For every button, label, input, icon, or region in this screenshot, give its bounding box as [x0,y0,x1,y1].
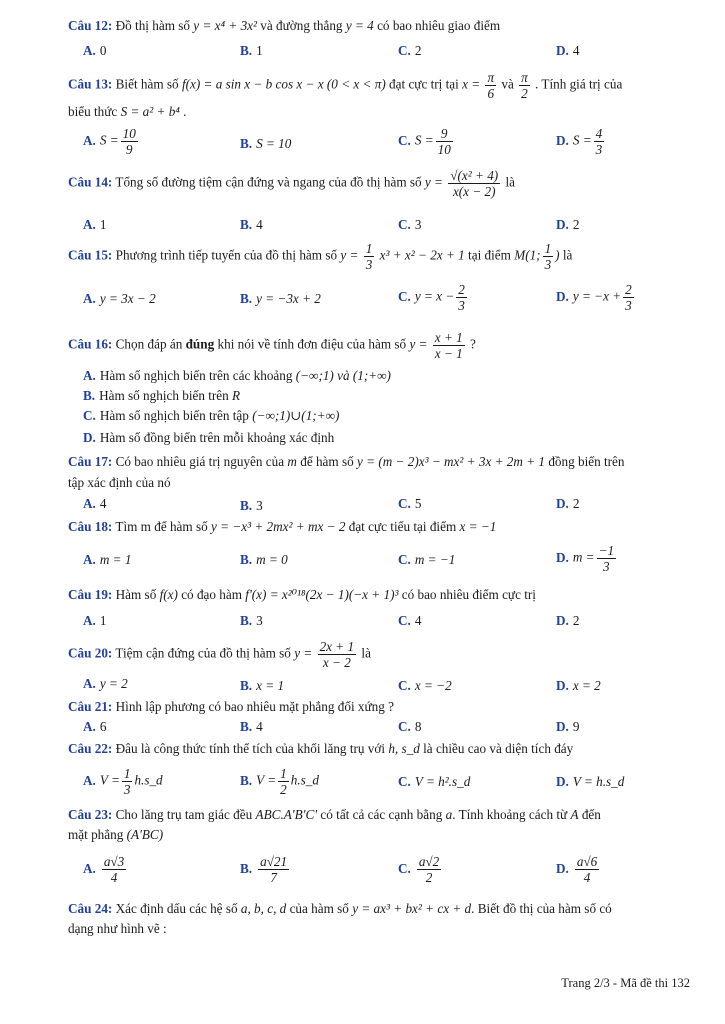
option-c[interactable] [398,551,455,569]
option-label: D. [556,613,569,628]
denominator: 3 [123,782,131,797]
math-expr: x = [462,76,481,92]
numerator: π [487,70,495,85]
option-value: V = [99,772,120,788]
question-text: để hàm số [300,454,354,469]
question-number: Câu 17: [68,454,113,469]
question-text: biểu thức [68,104,118,119]
option-value: 4 [99,496,107,511]
fraction [485,70,496,101]
option-value: Hàm số nghịch biến trên các khoảng [99,368,293,383]
option-b[interactable] [240,216,263,234]
question-24 [68,900,685,918]
math-expr: M(1; [514,247,541,263]
option-label: A. [83,772,96,788]
option-value: S = [414,132,434,148]
question-number: Câu 20: [68,645,113,661]
option-b[interactable] [240,677,284,695]
denominator: x − 2 [322,655,351,670]
option-d[interactable] [556,612,579,630]
denominator: 2 [425,870,433,885]
option-label: C. [83,408,96,423]
option-d[interactable] [556,495,579,513]
option-a[interactable] [83,766,163,797]
question-number: Câu 24: [68,901,113,916]
option-label: C. [398,43,411,58]
option-d[interactable] [556,677,601,695]
question-16 [68,330,685,361]
option-label: D. [83,430,96,445]
question-text: ? [470,336,476,352]
math-expr: f(x) = a sin x − b cos x − x (0 < x < π) [181,76,386,92]
denominator: x(x − 2) [452,184,496,199]
question-text: đạt cực tiểu tại điểm [348,519,457,534]
option-label: B. [240,291,253,306]
math-expr: (A'BC) [126,827,164,842]
denominator: 3 [595,142,603,157]
option-a[interactable] [83,551,131,569]
question-text: Hình lập phương có bao nhiêu mặt phẳng đối xứng ? [115,699,394,714]
denominator: 10 [437,142,451,157]
numerator: x + 1 [434,330,463,345]
option-label: D. [556,774,569,789]
option-value: 4 [256,719,263,734]
option-d[interactable] [556,126,606,157]
question-text: là [361,645,371,661]
numerator: 10 [122,126,136,141]
fraction [417,854,441,885]
option-value: 4 [572,43,580,58]
option-value: 1 [99,217,107,232]
option-label: C. [398,860,411,876]
option-value: x = 1 [256,678,285,693]
question-20 [68,639,685,670]
question-22 [68,740,685,758]
math-expr: y = ax³ + bx² + cx + d [352,901,472,916]
math-expr: (−∞;1)∪(1;+∞) [252,408,340,423]
denominator: 3 [458,298,465,313]
option-value: 6 [99,719,107,734]
option-label: A. [83,719,96,734]
option-value: V = h².s_d [414,774,471,789]
fraction [433,330,465,361]
question-13 [68,70,685,101]
option-label: A. [83,676,96,691]
option-value: S = [572,132,592,148]
option-value: x = 2 [572,678,601,693]
option-label: A. [83,43,96,58]
question-15 [68,241,685,272]
fraction [102,854,126,885]
option-a[interactable] [83,718,106,736]
fraction [318,639,357,670]
fraction [436,126,453,157]
math-expr: f'(x) = x²⁰¹⁸(2x − 1)(−x + 1)³ [245,587,399,602]
option-label: B. [240,860,253,876]
option-value: Hàm số nghịch biến trên tập [99,408,249,423]
option-label: B. [240,719,253,734]
option-label: D. [556,678,569,693]
option-label: B. [240,772,253,788]
question-text: Có bao nhiêu giá trị nguyên của [115,454,285,469]
fraction [258,854,289,885]
math-expr: y = −x³ + 2mx² + mx − 2 [211,519,346,534]
option-a[interactable] [83,126,140,157]
question-19 [68,586,685,604]
option-value: 5 [414,496,422,511]
denominator: 4 [110,870,118,885]
question-text: của hàm số [289,901,349,916]
option-label: B. [240,552,253,567]
question-text: Biết hàm số [115,76,179,92]
option-label: D. [556,288,569,304]
question-text: có tất cả các cạnh bằng [320,807,443,822]
question-number: Câu 18: [68,519,113,534]
option-c[interactable] [398,612,421,630]
option-value: 2 [572,496,580,511]
option-value: y = 3x − 2 [99,291,156,306]
option-label: C. [398,217,411,232]
numerator: 4 [595,126,603,141]
option-value: 4 [414,613,422,628]
math-expr: m [287,454,297,469]
numerator: a√21 [260,854,288,869]
option-b[interactable] [240,42,263,60]
math-expr: S = a² + b⁴ [120,104,180,119]
option-label: A. [83,552,96,567]
question-number: Câu 12: [68,18,113,33]
option-value: 3 [414,217,422,232]
math-expr: f(x) [159,587,178,602]
question-text: đạt cực trị tại [389,76,459,92]
question-number: Câu 19: [68,587,113,602]
option-c[interactable] [83,407,339,425]
numerator: 1 [365,241,373,256]
question-text: Chọn đáp án [115,336,183,352]
question-text: . Tính giá trị của [535,76,623,92]
fraction [122,766,133,797]
option-b[interactable] [240,718,263,736]
math-expr: R [232,388,241,403]
question-number: Câu 21: [68,699,113,714]
option-d[interactable] [556,216,579,234]
math-expr: x³ + x² − 2x + 1 [379,247,465,263]
numerator: a√2 [418,854,440,869]
math-expr: x = −1 [459,519,497,534]
option-label: A. [83,368,96,383]
question-text: là [562,247,573,263]
option-label: A. [83,860,96,876]
option-c[interactable] [398,42,421,60]
question-text: có đạo hàm [181,587,242,602]
question-text: tại điểm [468,247,511,263]
fraction [456,282,467,313]
math-expr: ABC.A'B'C' [255,807,318,822]
question-text: đồng biến trên [548,454,625,469]
denominator: 2 [280,782,287,797]
numerator: 9 [436,126,453,142]
option-label: B. [240,136,253,151]
option-label: B. [240,498,253,513]
numerator: 1 [544,241,552,256]
fraction [448,168,500,199]
question-number: Câu 23: [68,807,113,822]
option-value: m = 1 [99,552,132,567]
fraction [278,766,289,797]
numerator: 2 [458,282,465,297]
option-c[interactable] [398,677,452,695]
option-label: B. [240,613,253,628]
denominator: 3 [625,298,632,313]
option-label: C. [398,552,411,567]
math-expr: y = 4 [345,18,374,33]
fraction [121,126,138,157]
denominator: x − 1 [434,346,463,361]
math-expr: ) [555,247,560,263]
fraction [543,241,554,272]
option-value: 1 [99,613,107,628]
option-label: A. [83,613,96,628]
option-value: V = [256,772,277,788]
fraction [623,282,634,313]
option-a[interactable] [83,675,128,693]
math-expr: a [445,807,453,822]
option-value: 3 [256,498,263,513]
denominator: 9 [125,142,133,157]
option-label: C. [398,678,411,693]
numerator: 1 [123,766,131,781]
question-21 [68,698,685,716]
question-text: . Biết đồ thị của hàm số có [471,901,612,916]
question-text: Tổng số đường tiệm cận đứng và ngang của đồ thị hàm số [115,174,422,190]
option-c[interactable] [398,495,421,513]
option-label: C. [398,774,411,789]
option-label: B. [240,217,253,232]
numerator: a√6 [576,854,598,869]
math-expr: y = (m − 2)x³ − mx² + 3x + 2m + 1 [357,454,546,469]
question-13-line2 [68,103,186,121]
option-c[interactable] [398,282,469,313]
option-value: 9 [572,719,580,734]
question-text: mặt phẳng [68,827,124,842]
fraction [597,543,617,574]
numerator: π [521,70,528,85]
math-expr: h, s_d [388,741,420,756]
math-expr: (−∞;1) và (1;+∞) [295,368,391,383]
option-value: 2 [414,43,422,58]
question-14 [68,168,685,199]
question-text: và [501,76,514,92]
question-text: . [183,104,187,119]
option-label: D. [556,132,569,148]
option-label: B. [240,43,253,58]
fraction [594,126,605,157]
option-a[interactable] [83,495,106,513]
option-d[interactable] [556,854,601,885]
page-footer: Trang 2/3 - Mã đề thi 132 [561,976,690,990]
numerator: √(x² + 4) [450,168,499,183]
option-a[interactable] [83,367,391,385]
option-b[interactable] [240,135,291,153]
question-number: Câu 16: [68,336,113,352]
option-value: m = [572,549,595,565]
option-c[interactable] [398,718,421,736]
question-text: Xác định dấu các hệ số [115,901,238,916]
option-a[interactable] [83,854,128,885]
option-c[interactable] [398,854,443,885]
question-text: Đâu là công thức tính thể tích của khối lăng trụ với [115,741,386,756]
question-text: có bao nhiêu điểm cực trị [401,587,536,602]
option-a[interactable] [83,42,106,60]
option-label: B. [83,388,96,403]
option-c[interactable] [398,126,455,157]
option-value: 4 [256,217,263,232]
question-text: Tiệm cận đứng của đồ thị hàm số [115,645,291,661]
option-d[interactable] [83,429,334,447]
question-number: Câu 15: [68,247,113,263]
option-value: Hàm số đồng biến trên mỗi khoảng xác định [99,430,335,445]
denominator: 3 [544,257,552,272]
option-b[interactable] [240,854,291,885]
denominator: 3 [365,257,373,272]
option-a[interactable] [83,612,106,630]
option-b[interactable] [240,766,319,797]
math-expr: y = [424,174,443,190]
question-text: Đồ thị hàm số [115,18,190,33]
denominator: 4 [583,870,591,885]
option-value: y = −3x + 2 [256,291,321,306]
fraction [575,854,599,885]
math-expr: a, b, c, d [240,901,287,916]
option-d[interactable] [556,773,624,791]
option-value: Hàm số nghịch biến trên [99,388,229,403]
option-label: D. [556,719,569,734]
option-value: 2 [572,217,580,232]
option-value: y = x − [414,288,455,304]
question-text: là [505,174,516,190]
math-expr: y = [294,645,313,661]
denominator: 2 [521,86,528,101]
option-d[interactable] [556,282,636,313]
denominator: 6 [487,86,495,101]
option-value: 0 [99,43,107,58]
option-value: S = 10 [256,136,292,151]
option-d[interactable] [556,543,618,574]
question-number: Câu 22: [68,741,113,756]
option-value: 3 [256,613,263,628]
option-value: 2 [572,613,580,628]
option-value: m = −1 [414,552,456,567]
question-text: Tìm m để hàm số [115,519,208,534]
question-text: khi nói về tính đơn điệu của hàm số [217,336,407,352]
question-23-line2 [68,826,163,844]
option-value: S = [99,132,119,148]
question-text: đến [581,807,601,822]
question-23 [68,806,685,824]
denominator: 3 [603,559,610,574]
option-label: C. [398,496,411,511]
numerator: a√3 [103,854,125,869]
option-c[interactable] [398,773,470,791]
option-value: y = 2 [99,676,128,691]
numerator: 1 [280,766,287,781]
option-c[interactable] [398,216,421,234]
option-d[interactable] [556,718,579,736]
option-label: C. [398,613,411,628]
question-text: Phương trình tiếp tuyến của đồ thị hàm số [115,247,338,263]
option-label: A. [83,217,96,232]
option-value: 8 [414,719,422,734]
numerator: 2 [625,282,632,297]
math-expr: y = [340,247,359,263]
option-label: A. [83,132,96,148]
option-label: C. [398,132,411,148]
option-label: A. [83,291,96,306]
question-text: Hàm số [115,587,157,602]
option-label: D. [556,496,569,511]
question-17-line2: tập xác định của nó [68,475,171,490]
option-label: C. [398,719,411,734]
option-value: x = −2 [414,678,452,693]
option-a[interactable] [83,216,106,234]
option-value: V = h.s_d [572,774,625,789]
question-text: Cho lăng trụ tam giác đều [115,807,253,822]
option-label: B. [240,678,253,693]
option-label: D. [556,549,569,565]
option-value: h.s_d [290,772,319,788]
emphasis-text: đúng [185,336,215,352]
denominator: 7 [270,870,277,885]
question-text: là chiều cao và diện tích đáy [423,741,574,756]
question-12 [68,17,685,35]
fraction [364,241,375,272]
option-b[interactable] [240,497,263,515]
option-b[interactable] [240,612,263,630]
option-label: D. [556,217,569,232]
question-number: Câu 13: [68,76,113,92]
question-text: có bao nhiêu giao điểm [377,18,501,33]
option-label: C. [398,288,411,304]
numerator: 2x + 1 [319,639,355,654]
option-value: 1 [256,43,263,58]
math-expr: y = [409,336,428,352]
question-17 [68,453,685,471]
numerator: −1 [598,543,615,558]
option-label: A. [83,496,96,511]
question-18 [68,518,685,536]
option-value: m = 0 [256,552,288,567]
option-a[interactable] [83,290,156,308]
math-expr: y = x⁴ + 3x² [193,18,257,33]
option-label: D. [556,43,569,58]
option-d[interactable] [556,42,579,60]
option-value: h.s_d [134,772,163,788]
question-24-line2: dạng như hình vẽ : [68,921,167,936]
option-b[interactable] [240,551,288,569]
option-b[interactable] [240,290,321,308]
option-label: D. [556,860,569,876]
option-value: y = −x + [572,288,622,304]
option-b[interactable] [83,387,240,405]
question-text: và đường thẳng [260,18,343,33]
question-number: Câu 14: [68,174,113,190]
math-expr: A [570,807,579,822]
fraction [519,70,530,101]
question-text: . Tính khoảng cách từ [452,807,568,822]
